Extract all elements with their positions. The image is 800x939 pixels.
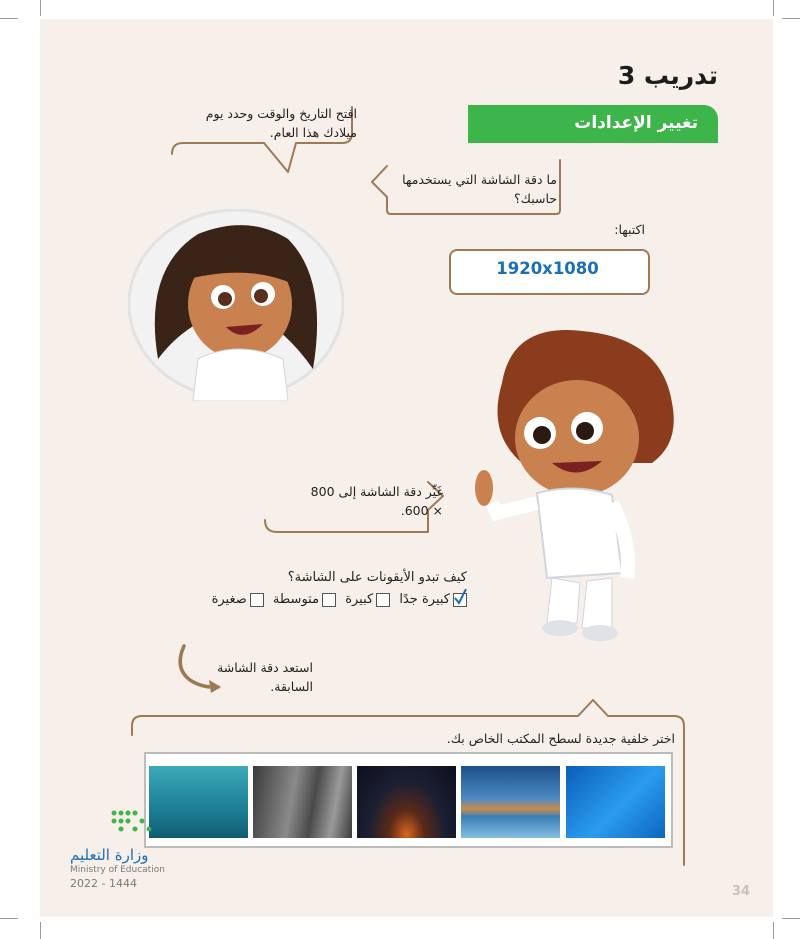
icon-size-options bbox=[212, 592, 467, 607]
ministry-english: Ministry of Education bbox=[70, 865, 165, 875]
rock-cliff-icon[interactable] bbox=[253, 766, 352, 838]
option-small[interactable] bbox=[212, 592, 264, 607]
option-medium[interactable] bbox=[273, 592, 336, 607]
option-large-label: كبيرة bbox=[345, 592, 374, 607]
option-very-large[interactable] bbox=[399, 592, 467, 607]
bubble-restore-text: استعد دقة الشاشة السابقة. bbox=[217, 660, 313, 694]
write-label: اكتبها: bbox=[614, 222, 645, 237]
bubble-change-text: غَيِّر دقة الشاشة إلى 800 × 600. bbox=[310, 484, 443, 518]
option-medium-label: متوسطة bbox=[272, 592, 320, 607]
girl-character-icon bbox=[128, 209, 344, 401]
bubble-top-text: افتح التاريخ والوقت وحدد يوم ميلادك هذا العام. bbox=[205, 106, 357, 140]
windows-blue-icon[interactable] bbox=[566, 766, 665, 838]
boy-character-icon bbox=[462, 323, 680, 645]
icons-question: كيف تبدو الأيقونات على الشاشة؟ bbox=[287, 570, 467, 585]
section-banner-label: تغيير الإعدادات bbox=[574, 113, 698, 133]
exercise-title: تدريب 3 bbox=[617, 61, 718, 90]
bubble-question-text: ما دقة الشاشة التي يستخدمها حاسبك؟ bbox=[402, 172, 557, 206]
beach-rock-arch-icon[interactable] bbox=[461, 766, 560, 838]
option-large[interactable] bbox=[345, 592, 390, 607]
night-sky-tent-icon[interactable] bbox=[357, 766, 456, 838]
bubble-background-text: اختر خلفية جديدة لسطح المكتب الخاص بك. bbox=[446, 731, 675, 746]
wallpaper-gallery bbox=[144, 752, 673, 848]
resolution-answer-value: 1920x1080 bbox=[496, 259, 599, 278]
page-number: 34 bbox=[732, 884, 751, 899]
checkbox-medium[interactable] bbox=[322, 593, 336, 607]
checkbox-large[interactable] bbox=[376, 593, 390, 607]
option-small-label: صغيرة bbox=[211, 592, 247, 607]
checkbox-small[interactable] bbox=[250, 593, 264, 607]
option-very-large-label: كبيرة جدًا bbox=[399, 592, 450, 607]
ministry-logo-icon bbox=[108, 808, 158, 838]
underwater-diver-icon[interactable] bbox=[149, 766, 248, 838]
ministry-arabic: وزارة التعليم bbox=[70, 846, 149, 864]
ministry-year: 2022 - 1444 bbox=[70, 877, 137, 890]
